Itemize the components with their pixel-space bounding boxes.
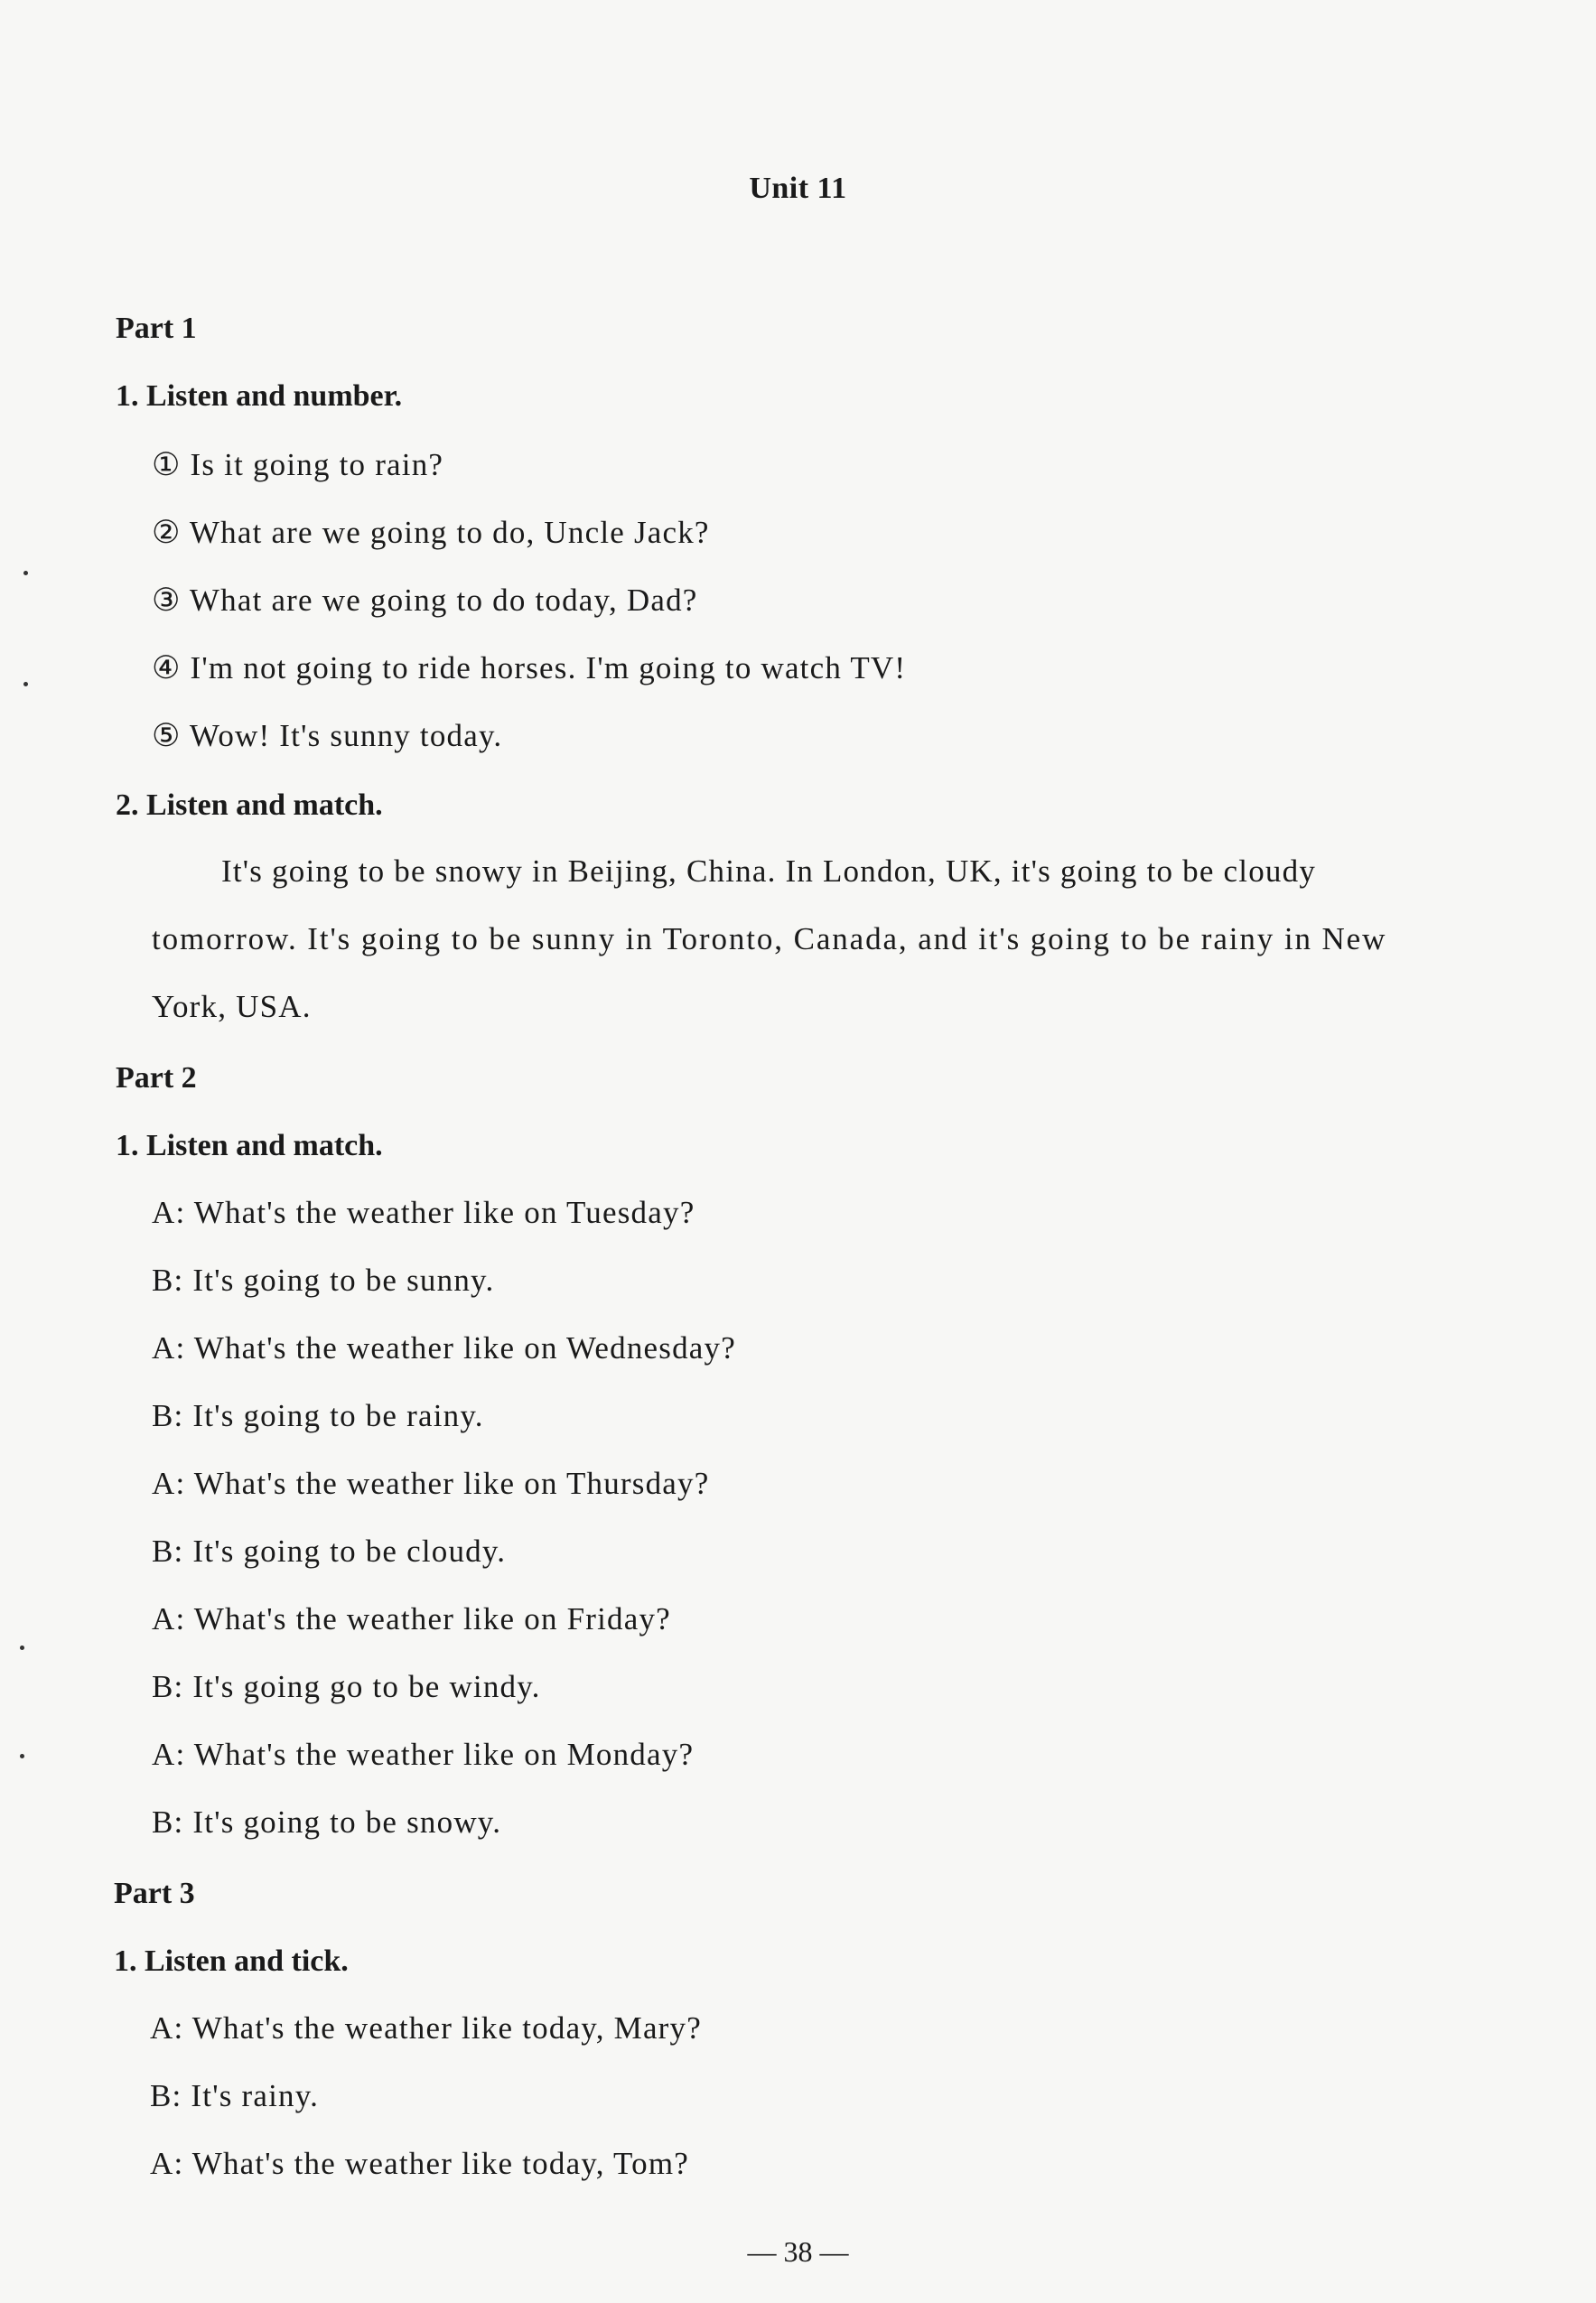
dialogue-line: A: What's the weather like today, Mary?: [150, 2010, 702, 2046]
part2-section1-heading: 1. Listen and match.: [116, 1129, 383, 1162]
list-item: ② What are we going to do, Uncle Jack?: [152, 515, 710, 550]
dialogue-line: A: What's the weather like on Thursday?: [152, 1466, 710, 1501]
page-number: — 38 —: [747, 2235, 849, 2268]
part3-section1-heading: 1. Listen and tick.: [114, 1944, 349, 1978]
list-item: ④ I'm not going to ride horses. I'm going to watch TV!: [152, 650, 907, 685]
paragraph-line: York, USA.: [152, 989, 312, 1024]
scan-speck: [20, 1754, 24, 1758]
list-item: ① Is it going to rain?: [152, 447, 444, 482]
part2-heading: Part 2: [116, 1061, 197, 1095]
part1-heading: Part 1: [116, 312, 197, 345]
dialogue-line: B: It's rainy.: [150, 2078, 320, 2113]
scan-speck: [23, 682, 28, 686]
list-item: ③ What are we going to do today, Dad?: [152, 583, 698, 618]
dialogue-line: B: It's going to be snowy.: [152, 1804, 502, 1840]
dialogue-line: A: What's the weather like on Tuesday?: [152, 1195, 695, 1230]
paragraph-line: It's going to be snowy in Beijing, China. In London, UK, it's going to be cloudy: [221, 853, 1317, 889]
dialogue-line: A: What's the weather like on Wednesday?: [152, 1330, 736, 1366]
scan-speck: [20, 1646, 24, 1650]
list-item: ⑤ Wow! It's sunny today.: [152, 718, 503, 753]
unit-title: Unit 11: [749, 172, 847, 205]
dialogue-line: B: It's going go to be windy.: [152, 1669, 541, 1704]
dialogue-line: B: It's going to be sunny.: [152, 1263, 495, 1298]
paragraph-line: tomorrow. It's going to be sunny in Toronto, Canada, and it's going to be rainy in New: [152, 921, 1387, 956]
part1-section2-heading: 2. Listen and match.: [116, 788, 383, 822]
dialogue-line: B: It's going to be rainy.: [152, 1398, 484, 1433]
dialogue-line: A: What's the weather like today, Tom?: [150, 2146, 689, 2181]
scan-speck: [23, 571, 28, 575]
part1-section1-heading: 1. Listen and number.: [116, 379, 403, 413]
part3-heading: Part 3: [114, 1877, 195, 1910]
dialogue-line: A: What's the weather like on Monday?: [152, 1737, 695, 1772]
dialogue-line: A: What's the weather like on Friday?: [152, 1601, 671, 1636]
dialogue-line: B: It's going to be cloudy.: [152, 1534, 507, 1569]
